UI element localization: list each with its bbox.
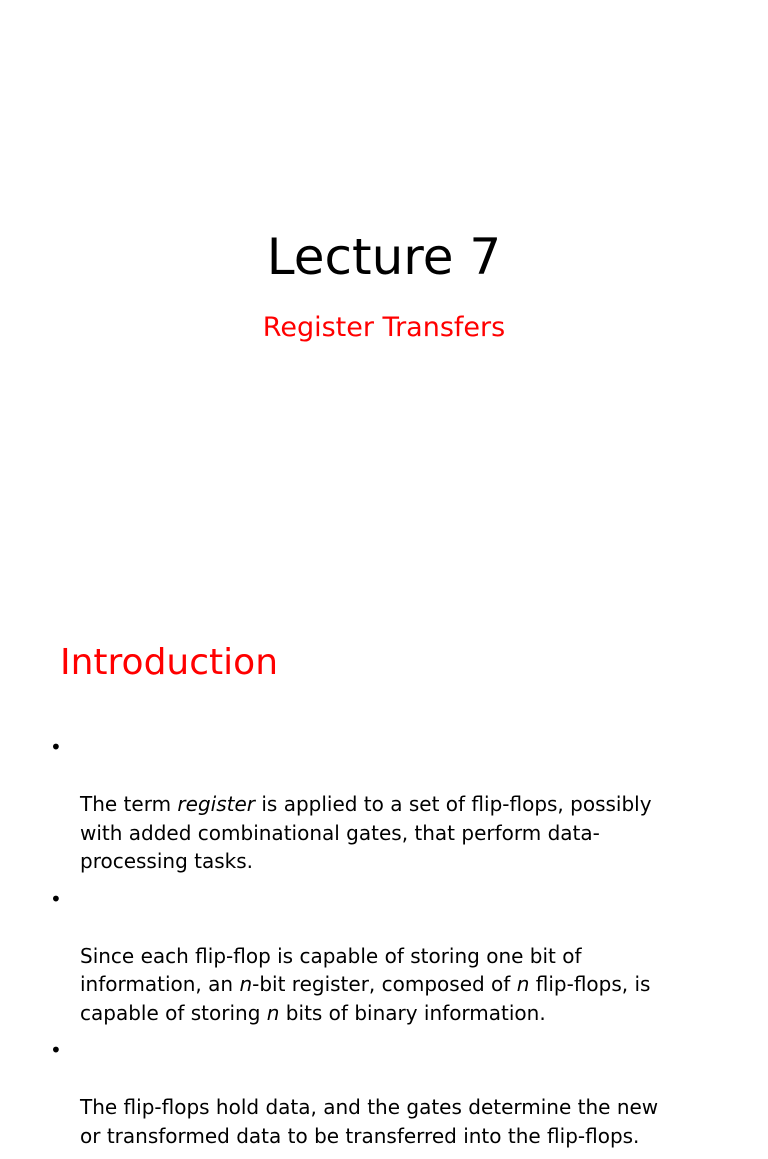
bullet-text (80, 792, 652, 873)
bullet-text (80, 944, 650, 1025)
italic-term: n (239, 972, 253, 996)
text-run: The term (80, 792, 178, 816)
slide-subtitle: Register Transfers (262, 312, 506, 343)
text-run: The flip-flops hold data, and the gates determine the new or transformed data to be transferred into the flip-flops. (80, 1095, 659, 1148)
text-run: is applied to a set of flip-flops, possibly with added combinational gates, that perform data- processing tasks. (80, 792, 652, 873)
bullet-item (50, 885, 700, 1028)
bullet-item (50, 1036, 700, 1150)
text-run: Since each flip-flop is capable of storing one bit of information, an (80, 943, 582, 996)
bullet-text (80, 1095, 658, 1148)
bullet-list (50, 733, 700, 1159)
bullet-marker: • (50, 1038, 62, 1062)
text-run: bits of binary information. (279, 1000, 546, 1025)
content-slide (0, 576, 768, 1148)
bullet-item (50, 733, 700, 876)
text-run: flip-flops, is capable of storing (80, 972, 651, 1025)
italic-term: n (516, 972, 530, 996)
italic-term: n (266, 1000, 280, 1025)
slide-title: Lecture 7 (266, 228, 502, 286)
title-slide (0, 0, 768, 576)
italic-term: register (177, 792, 255, 816)
section-heading: Introduction (60, 642, 279, 683)
text-run: -bit register, composed of (252, 972, 517, 996)
bullet-marker: • (50, 735, 62, 759)
bullet-marker: • (50, 886, 62, 911)
